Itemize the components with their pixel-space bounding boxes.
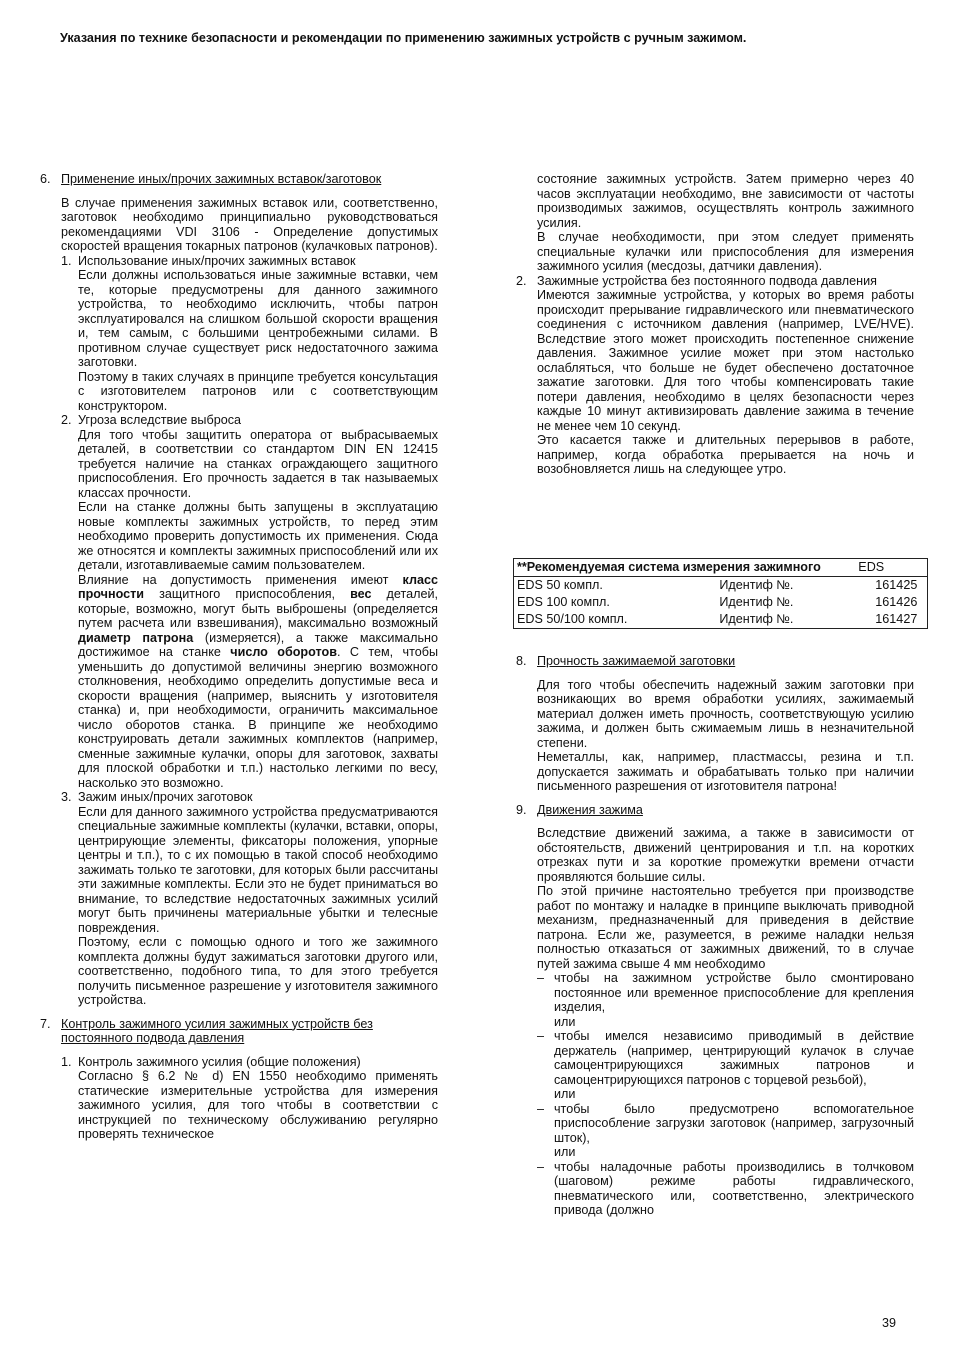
section-8-heading: 8. Прочность зажимаемой заготовки	[516, 654, 736, 668]
list-item: – чтобы наладочные работы производились в толчковом (шаговом) режиме работы гидравлического, пневматического или, соответственно, электрического привода (должно	[537, 1159, 914, 1217]
section-6-2: 2. Угроза вследствие выброса Для того чтобы защитить оператора от выбрасываемых деталей, в соответствии со стандартом DIN EN 12415 требуется наличие на станках ограждающего защитного приспособления. Его прочность задается в так называемых классах прочности. Если на станке должны быть запущены в эксплуатацию новые комплекты зажимных устройств, то перед этим необходимо проверить допустимость их применения. Сюда же относятся и комплекты зажимных приспособлений или их детали, изготавливаемые самим пользователем. Влияние на допустимость применения имеют класс прочности защитного приспособления, вес деталей, которые, возможно, могут быть выброшены (определяется путем расчета или взвешивания), максимально возможный диаметр патрона (измеряется), а также максимально достижимое на станке число оборотов. С тем, чтобы уменьшить до допустимой величины энергию возможного столкновения, необходимо определить допустимые веса и скорости вращения (например, выяснить у изготовителя станка) и, при необходимости, ограничить максимальное число оборотов станка. В принципе же необходимо конструировать детали зажимных комплектов (например, сменные зажимные кулачки, опоры для заготовок, захваты для плоской обработки и т.п.) настолько легкими по весу, насколько это возможно.	[61, 413, 438, 790]
list-item: – чтобы было предусмотрено вспомогательное приспособление загрузки заготовок (например, загрузочный шток),	[537, 1101, 914, 1145]
list-item: – чтобы на зажимном устройстве было смонтировано постоянное или временное приспособление для крепления изделия,	[537, 971, 914, 1014]
page-number: 39	[882, 1316, 897, 1330]
section-7-heading: 7. Контроль зажимного усилия зажимных устройств без постоянного подвода давления	[40, 1016, 373, 1045]
left-column	[40, 172, 438, 1142]
section-6-intro: В случае применения зажимных вставок или, соответственно, заготовок необходимо принципиально руководствоваться рекомендациями VDI 3106 - Определение допустимых скоростей вращения токарных патронов (кулачковых патронов).	[61, 195, 438, 253]
page-title: Указания по технике безопасности и рекомендации по применению зажимных устройств с ручным зажимом.	[60, 31, 747, 45]
list-item: – чтобы имелся независимо приводимый в действие держатель (например, центрирующий кулачок в случае самоцентрирующихся зажимных патронов и самоцентрирующихся патронов с торцевой резьбой),	[537, 1029, 914, 1087]
section-6-2-influence: Влияние на допустимость применения имеют класс прочности защитного приспособления, вес деталей, которые, возможно, могут быть выброшены (определяется путем расчета или взвешивания), максимально возможный диаметр патрона (измеряется), а также максимально достижимое на станке число оборотов. С тем, чтобы уменьшить до допустимой величины энергию возможного столкновения, необходимо определить допустимые веса и скорости вращения (например, выяснить у изготовителя станка) и, при необходимости, ограничить максимальное число оборотов станка. В принципе же необходимо конструировать детали зажимных комплектов (например, сменные зажимные кулачки, опоры для заготовок, захваты для плоской обработки и т.п.) настолько легкими по весу, насколько это возможно.	[78, 572, 438, 790]
table-row: EDS 50 компл. Идентиф №. 161425	[517, 578, 918, 592]
section-9-heading: 9. Движения зажима	[516, 802, 643, 817]
table-header: **Рекомендуемая система измерения зажимного EDS	[514, 559, 928, 577]
section-6-heading: 6. Применение иных/прочих зажимных вставок/заготовок	[40, 172, 382, 186]
section-6-1: 1. Использование иных/прочих зажимных вставок Если должны использоваться иные зажимные вставки, чем те, которые предусмотрены для данного зажимного устройства, то необходимо исключить, чтобы патрон эксплуатировался на слишком большой скорости вращения и, тем самым, с большими центробежными силами. В противном случае существует риск недостаточного зажима заготовки. Поэтому в таких случаях в принципе требуется консультация с изготовителем патронов или с соответствующим конструктором.	[61, 253, 438, 413]
section-7-1-continued: состояние зажимных устройств. Затем примерно через 40 часов эксплуатации необходимо, вне зависимости от частоты производимых зажимов, осуществлять контроль зажимного усилия.	[537, 172, 914, 230]
section-7-1: 1. Контроль зажимного усилия (общие положения) Согласно § 6.2 № d) EN 1550 необходимо применять статические измерительные устройства для измерения зажимного усилия, для того чтобы в соответствии с инструкцией по техническому обслуживанию регулярно проверять техническое	[61, 1054, 438, 1141]
table-row: EDS 50/100 компл. Идентиф №. 161427	[517, 612, 918, 626]
section-6-3: 3. Зажим иных/прочих заготовок Если для данного зажимного устройства предусматриваются специальные зажимные комплекты (кулачки, вставки, опоры, центрирующие элементы, фиксаторы положения, упорные центры и т.п.), то с их помощью в такой способ необходимо зажимать только те заготовки, для которых были рассчитаны эти зажимные комплекты. Если это не будет приниматься во внимание, то вследствие недостаточных зажимных усилий могут быть причинены материальные убытки и телесные повреждения. Поэтому, если с помощью одного и того же зажимного комплекта должны будут зажиматься заготовки другого или, соответственно, подобного типа, то для этого требуется получить письменное разрешение у изготовителя зажимного устройства.	[61, 790, 438, 1007]
right-column-lower: 8. Прочность зажимаемой заготовки Для того чтобы обеспечить надежный зажим заготовки при возникающих во время обработки усилиях, зажимаемый материал должен иметь прочность, соответствующую усилию зажима, и должен быть сжимаемым лишь в незначительной степени. Неметаллы, как, например, пластмассы, резина и т.п. допускается зажимать и обрабатывать только при наличии письменного разрешения от изготовителя патрона! 9. Движения зажима Вследствие движений зажима, а также в зависимости от обстоятельств, движений центрирования и т.п. на коротких отрезках пути и за короткие промежутки времени отчасти проявляются большие силы. По этой причине настоятельно требуется при производстве работ по монтажу и наладке в принципе выключать приводной механизм, предназначенный для приведения в действие патрона. Если же, разумеется, в режиме наладки нельзя полностью отказаться от зажимных движений, то в случае путей зажима свыше 4 мм необходимо – чтобы на зажимном устройстве было смонтировано постоянное или временное приспособление для крепления изделия, или – чтобы имелся независимо приводимый в действие держатель (например, центрирующий кулачок в случае самоцентрирующихся зажимных патронов и самоцентрирующихся патронов с торцевой резьбой), или – чтобы было предусмотрено вспомогательное приспособление загрузки заготовок (например, загрузочный шток), или – чтобы наладочные работы производились в толчковом (шаговом) режиме работы гидравлического, пневматического или, соответственно, электрического привода (должно	[516, 654, 914, 1217]
right-column: состояние зажимных устройств. Затем примерно через 40 часов эксплуатации необходимо, вне зависимости от частоты производимых зажимов, осуществлять контроль зажимного усилия. В случае необходимости, при этом следует применять специальные кулачки или приспособления для измерения зажимного усилия (месдозы, датчики давления). 2. Зажимные устройства без постоянного подвода давления Имеются зажимные устройства, у которых во время работы происходит прерывание гидравлического или пневматического соединения с источником давления (например, LVE/HVE). Вследствие этого может происходить постепенное снижение давления. Зажимное усилие может при этом настолько ослабляться, что больше не будет обеспечено достаточное зажатие заготовки. Для того чтобы компенсировать такие потери давления, необходимо в целях безопасности через каждые 10 минут активизировать давление зажима в течение не менее чем 10 секунд. Это касается также и длительных перерывов в работе, например, когда обработка прерывается на ночь и возобновляется лишь на следующее утро.	[516, 172, 914, 476]
section-7-2: 2. Зажимные устройства без постоянного подвода давления Имеются зажимные устройства, у которых во время работы происходит прерывание гидравлического или пневматического соединения с источником давления (например, LVE/HVE). Вследствие этого может происходить постепенное снижение давления. Зажимное усилие может при этом настолько ослабляться, что больше не будет обеспечено достаточное зажатие заготовки. Для того чтобы компенсировать такие потери давления, необходимо в целях безопасности через каждые 10 минут активизировать давление зажима в течение не менее чем 10 секунд. Это касается также и длительных перерывов в работе, например, когда обработка прерывается на ночь и возобновляется лишь на следующее утро.	[516, 273, 914, 476]
table-row: EDS 100 компл. Идентиф №. 161426	[517, 595, 918, 609]
eds-recommendation-table	[513, 558, 928, 629]
